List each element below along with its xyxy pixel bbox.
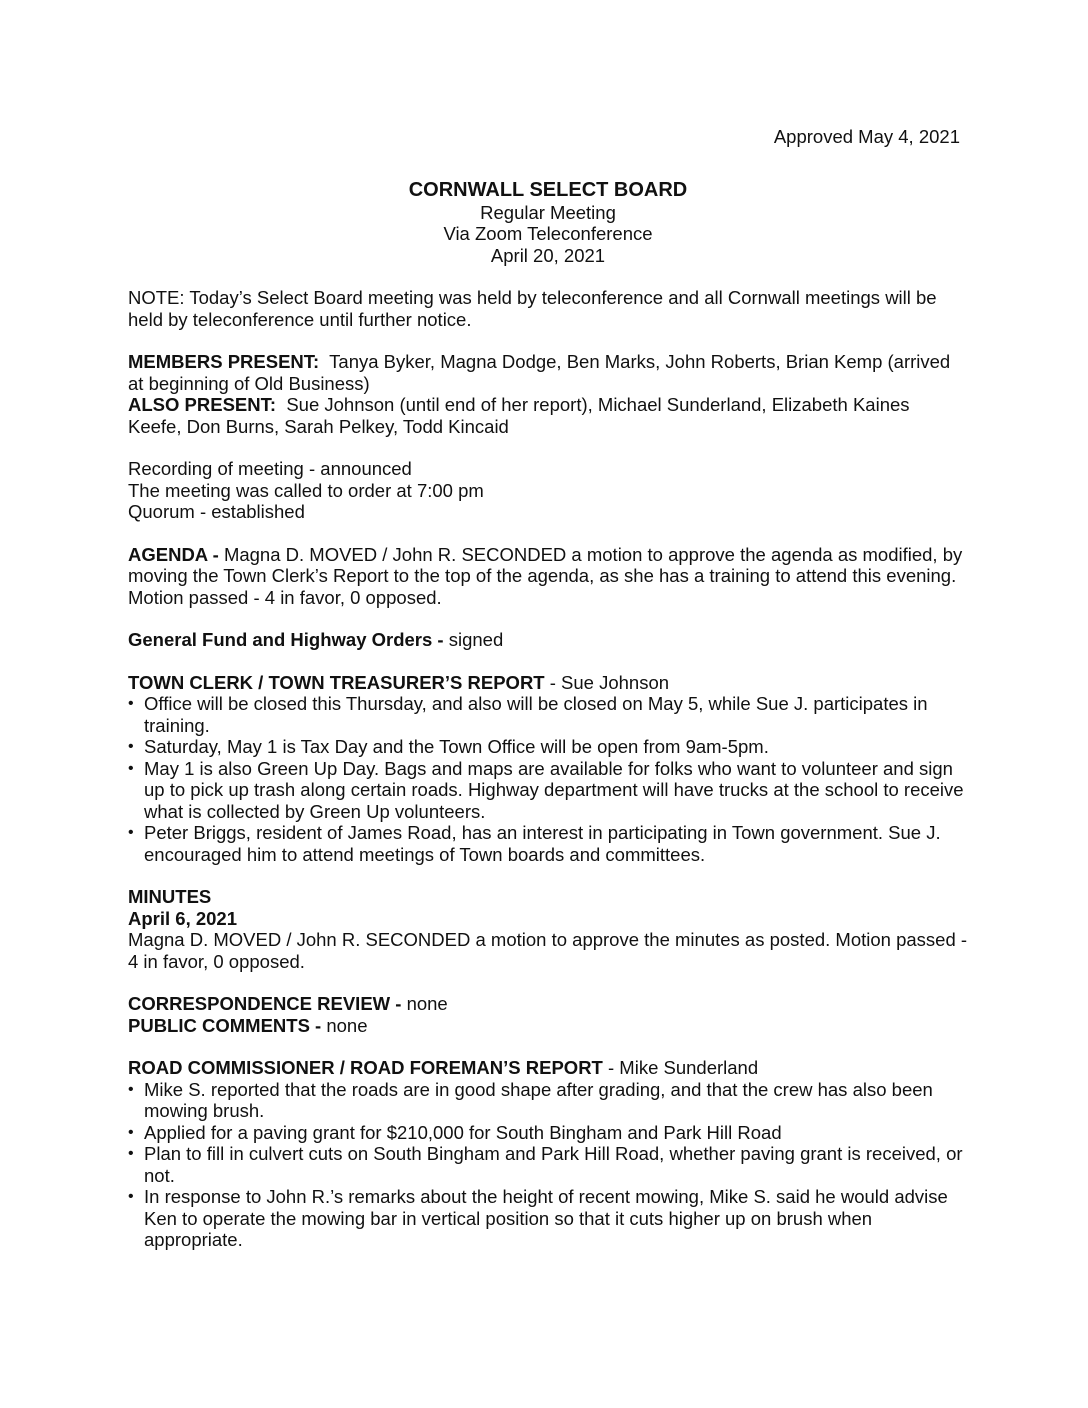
review-section: [128, 993, 968, 1036]
also-present-label: ALSO PRESENT:: [128, 394, 277, 415]
quorum-line: Quorum - established: [128, 501, 305, 522]
teleconference-note: NOTE: Today’s Select Board meeting was held by teleconference and all Cornwall meetings will be held by teleconference until further notice.: [128, 287, 937, 330]
orders-text: signed: [448, 629, 504, 650]
clerk-report-section: [128, 672, 968, 866]
correspondence-review: [128, 993, 968, 1015]
agenda-label: AGENDA -: [128, 543, 219, 565]
also-present: [128, 394, 968, 437]
document-page: [128, 126, 968, 1251]
public-comments-label: PUBLIC COMMENTS -: [128, 1014, 322, 1036]
list-item: • Peter Briggs, resident of James Road, has an interest in participating in Town government. Sue J. encouraged him to attend meetings of Town boards and committees.: [128, 822, 968, 865]
orders-section: [128, 629, 968, 651]
meeting-date: April 20, 2021: [490, 244, 606, 266]
public-comments: [128, 1015, 968, 1037]
meeting-type: Regular Meeting: [480, 201, 616, 223]
orders-label: General Fund and Highway Orders -: [128, 629, 444, 650]
also-present-text: Sue Johnson (until end of her report), Michael Sunderland, Elizabeth Kaines Keefe, Don Burns, Sarah Pelkey, Todd Kincaid: [128, 394, 910, 437]
correspondence-label: CORRESPONDENCE REVIEW -: [128, 993, 402, 1014]
road-report-heading: [128, 1057, 968, 1079]
road-report-list: [128, 1079, 968, 1251]
minutes-date: April 6, 2021: [128, 907, 238, 929]
correspondence-text: none: [406, 993, 448, 1014]
list-item: • In response to John R.’s remarks about the height of recent mowing, Mike S. said he would advise Ken to operate the mowing bar in vertical position so that it cuts higher up on brush when appropriate.: [128, 1186, 968, 1251]
opening-block: [128, 458, 968, 523]
members-present-text: Tanya Byker, Magna Dodge, Ben Marks, John Roberts, Brian Kemp (arrived at beginning of Old Business): [128, 351, 951, 394]
road-report-section: [128, 1057, 968, 1251]
document-header: [128, 178, 968, 267]
public-comments-text: none: [326, 1014, 368, 1036]
road-report-label: ROAD COMMISSIONER / ROAD FOREMAN’S REPORT: [128, 1057, 603, 1078]
list-item: • Saturday, May 1 is Tax Day and the Town Office will be open from 9am-5pm.: [128, 736, 968, 758]
clerk-report-label: TOWN CLERK / TOWN TREASURER’S REPORT: [128, 671, 545, 693]
document-title: CORNWALL SELECT BOARD: [408, 178, 688, 201]
clerk-report-presenter: - Sue Johnson: [549, 671, 670, 693]
call-to-order-line: The meeting was called to order at 7:00 pm: [128, 479, 484, 501]
clerk-report-list: [128, 693, 968, 865]
list-item: • Plan to fill in culvert cuts on South Bingham and Park Hill Road, whether paving grant is received, or not.: [128, 1143, 968, 1186]
meeting-venue: Via Zoom Teleconference: [443, 223, 653, 244]
list-item: • Office will be closed this Thursday, and also will be closed on May 5, while Sue J. participates in training.: [128, 693, 968, 736]
approval-date: Approved May 4, 2021: [773, 126, 960, 147]
clerk-report-heading: [128, 672, 968, 694]
members-present: [128, 351, 968, 394]
list-item: • Applied for a paving grant for $210,000 for South Bingham and Park Hill Road: [128, 1122, 968, 1144]
agenda-text: Magna D. MOVED / John R. SECONDED a motion to approve the agenda as modified, by moving the Town Clerk’s Report to the top of the agenda, as she has a training to attend this evening. Motion passed - 4 in favor, 0 opposed.: [128, 543, 963, 608]
recording-line: Recording of meeting - announced: [128, 458, 412, 479]
minutes-section: [128, 886, 968, 972]
minutes-label: MINUTES: [128, 886, 212, 907]
road-report-presenter: - Mike Sunderland: [608, 1057, 759, 1078]
minutes-text: Magna D. MOVED / John R. SECONDED a motion to approve the minutes as posted. Motion passed - 4 in favor, 0 opposed.: [128, 929, 968, 972]
list-item: • Mike S. reported that the roads are in good shape after grading, and that the crew has also been mowing brush.: [128, 1079, 968, 1122]
list-item: • May 1 is also Green Up Day. Bags and maps are available for folks who want to volunteer and sign up to pick up trash along certain roads. Highway department will have trucks at the school to receive what is collected by Green Up volunteers.: [128, 758, 968, 823]
agenda-section: [128, 544, 968, 609]
members-present-label: MEMBERS PRESENT:: [128, 351, 320, 372]
